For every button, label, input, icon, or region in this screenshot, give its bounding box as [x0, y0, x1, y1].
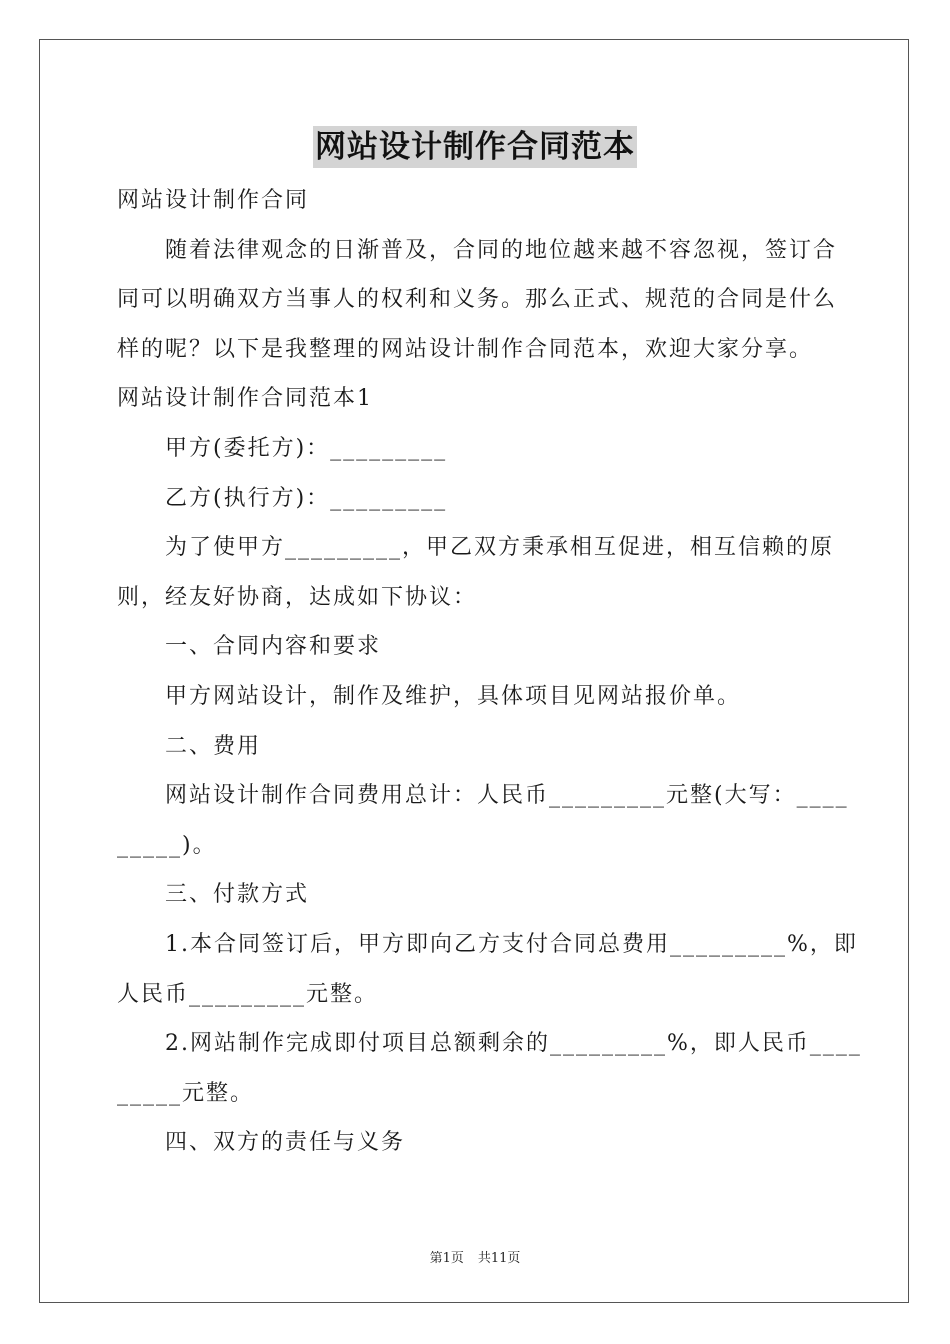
- page-number: 第1页: [429, 1251, 464, 1266]
- paragraph-line: 则，经友好协商，达成如下协议：: [117, 584, 478, 610]
- section-heading: 网站设计制作合同范本1: [117, 386, 373, 412]
- party-a-line: 甲方(委托方)：_________: [165, 435, 448, 461]
- page-footer: [0, 1247, 950, 1266]
- paragraph-line: 随着法律观念的日渐普及，合同的地位越来越不容忽视，签订合: [165, 237, 838, 263]
- document-title: 网站设计制作合同范本: [313, 126, 637, 168]
- paragraph-line: 1.本合同签订后，甲方即向乙方支付合同总费用_________%，即: [165, 931, 858, 957]
- paragraph-line: _____元整。: [117, 1080, 255, 1106]
- paragraph-line: 甲方网站设计，制作及维护，具体项目见网站报价单。: [165, 683, 742, 709]
- party-b-line: 乙方(执行方)：_________: [165, 485, 448, 511]
- title-container: [0, 126, 950, 168]
- paragraph-line: 样的呢？以下是我整理的网站设计制作合同范本，欢迎大家分享。: [117, 336, 814, 362]
- clause-heading: 三、付款方式: [165, 882, 310, 908]
- paragraph-line: 为了使甲方_________，甲乙双方秉承相互促进，相互信赖的原: [165, 535, 835, 561]
- clause-heading: 一、合同内容和要求: [165, 634, 382, 660]
- paragraph-line: 同可以明确双方当事人的权利和义务。那么正式、规范的合同是什么: [117, 287, 838, 313]
- paragraph-line: 人民币_________元整。: [117, 981, 379, 1007]
- paragraph-line: _____)。: [117, 832, 217, 858]
- paragraph-line: 2.网站制作完成即付项目总额剩余的_________%，即人民币____: [165, 1031, 862, 1057]
- paragraph-line: 网站设计制作合同费用总计：人民币_________元整(大写：____: [165, 783, 849, 809]
- clause-heading: 四、双方的责任与义务: [165, 1130, 406, 1156]
- subtitle-line: 网站设计制作合同: [117, 188, 310, 213]
- clause-heading: 二、费用: [165, 733, 262, 759]
- page-total: 共11页: [477, 1251, 521, 1266]
- document-body: [117, 176, 862, 1168]
